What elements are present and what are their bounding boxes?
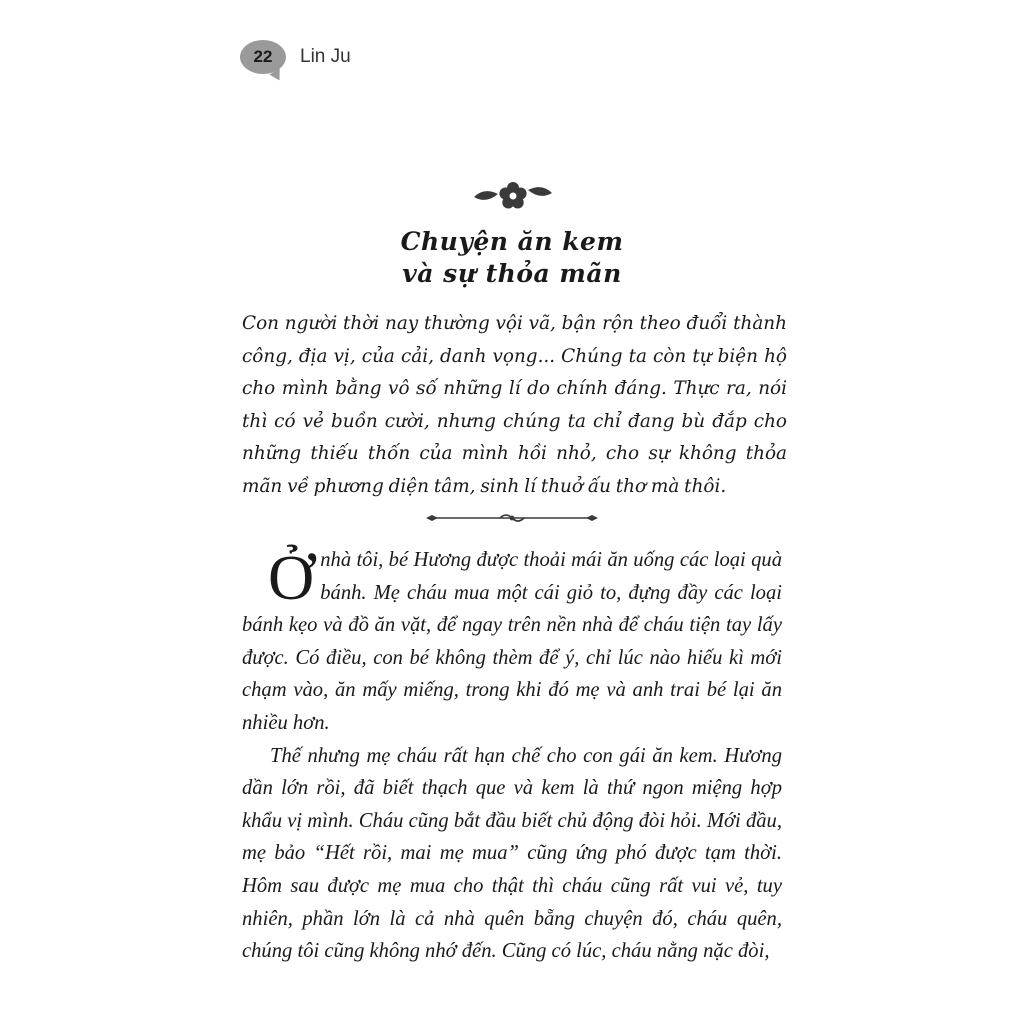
drop-cap: Ở <box>268 542 315 613</box>
scroll-divider-icon <box>426 510 598 526</box>
intro-paragraph: Con người thời nay thường vội vã, bận rộn theo đuổi thành công, địa vị, của cải, danh vọng... Chúng ta còn tự biện hộ cho mình bằng vô số những lí do chính đáng. Thực ra, nói thì có vẻ buồn cười, nhưng chúng ta chỉ đang bù đắp cho những thiếu thốn của mình hồi nhỏ, cho sự không thỏa mãn về phương diện tâm, sinh lí thuở ấu thơ mà thôi. <box>242 313 787 497</box>
page-number-badge: 22 <box>240 40 286 74</box>
chapter-title <box>262 226 762 290</box>
chapter-title-line-1: Chuyện ăn kem <box>400 227 624 256</box>
paragraph-1 <box>242 544 782 740</box>
flower-with-leaves-icon <box>470 178 556 214</box>
page-header <box>240 40 351 74</box>
paragraph-2: Thế nhưng mẹ cháu rất hạn chế cho con gái ăn kem. Hương dần lớn rồi, đã biết thạch que và kem là thứ ngon miệng hợp khẩu vị mình. Cháu cũng bắt đầu biết chủ động đòi hỏi. Mới đầu, mẹ bảo “Hết rồi, mai mẹ mua” cũng ứng phó được tạm thời. Hôm sau được mẹ mua cho thật thì cháu cũng rất vui vẻ, tuy nhiên, phần lớn là cả nhà quên bẵng chuyện đó, cháu quên, chúng tôi cũng không nhớ đến. Cũng có lúc, cháu nằng nặc đòi, <box>242 744 782 963</box>
chapter-title-line-2: và sự thỏa mãn <box>402 259 622 288</box>
body-text <box>242 544 782 968</box>
author-name: Lin Ju <box>300 46 351 67</box>
paragraph-1-text: nhà tôi, bé Hương được thoải mái ăn uống các loại quà bánh. Mẹ cháu mua một cái giỏ to, đựng đầy các loại bánh kẹo và đồ ăn vặt, để ngay trên nền nhà để cháu tiện tay lấy được. Có điều, con bé không thèm để ý, chỉ lúc nào hiếu kì mới chạm vào, ăn mấy miếng, trong khi đó mẹ và anh trai bé lại ăn nhiều hơn. <box>242 549 782 734</box>
